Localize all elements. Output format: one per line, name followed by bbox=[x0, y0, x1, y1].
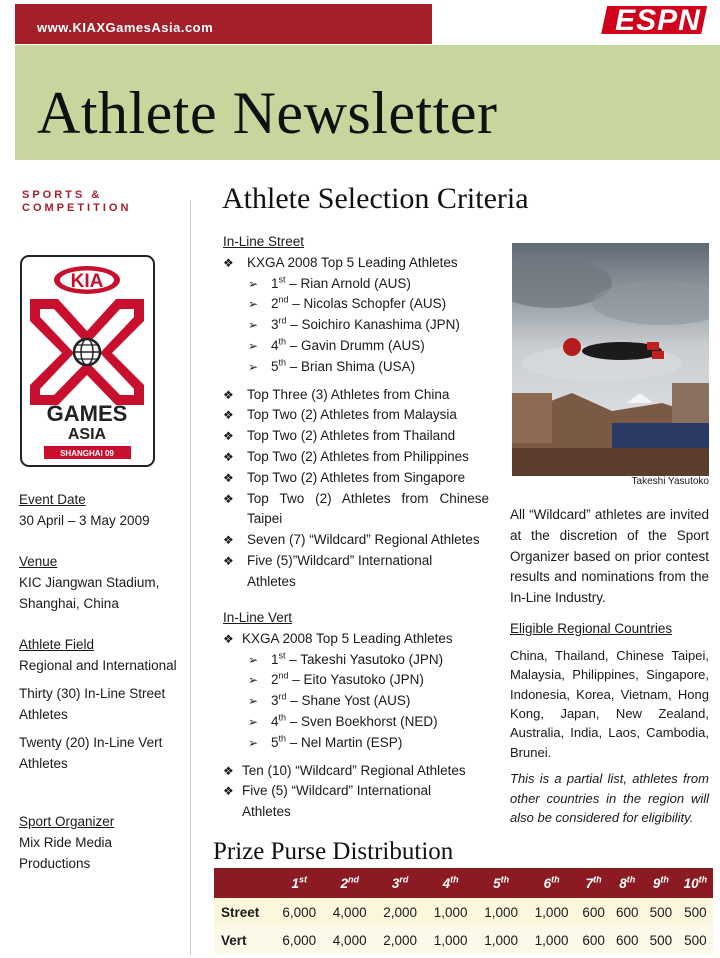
svg-text:ASIA: ASIA bbox=[67, 426, 107, 443]
list-item-text: Top Two (2) Athletes from Thailand bbox=[247, 428, 456, 444]
espn-logo bbox=[598, 2, 713, 38]
list-item bbox=[223, 426, 489, 447]
rank-athlete: – Sven Boekhorst (NED) bbox=[286, 713, 438, 729]
organizer-value: Mix Ride Media bbox=[19, 835, 113, 850]
event-date-label: Event Date bbox=[19, 492, 86, 507]
prize-column-header bbox=[375, 868, 425, 898]
rank-suffix: th bbox=[278, 712, 287, 723]
rank-athlete: – Shane Yost (AUS) bbox=[286, 693, 411, 709]
event-date-value: 30 April – 3 May 2009 bbox=[19, 513, 150, 528]
diamond-bullet-icon: ❖ bbox=[223, 784, 234, 799]
diamond-bullet-icon: ❖ bbox=[223, 449, 234, 464]
list-item-text: Seven (7) “Wildcard” Regional Athletes bbox=[247, 532, 480, 548]
place-suffix: nd bbox=[347, 874, 359, 884]
arrow-bullet-icon: ➢ bbox=[248, 673, 259, 688]
diamond-bullet-icon: ❖ bbox=[223, 255, 234, 270]
rank-athlete: – Brian Shima (USA) bbox=[286, 358, 416, 374]
prize-amount-cell: 500 bbox=[678, 926, 713, 954]
street-count: Thirty (30) In-Line Street Athletes bbox=[19, 686, 166, 722]
prize-column-header bbox=[425, 868, 475, 898]
prize-amount-cell: 500 bbox=[644, 926, 678, 954]
table-row bbox=[214, 926, 713, 954]
list-item bbox=[223, 385, 489, 406]
arrow-bullet-icon: ➢ bbox=[248, 338, 259, 353]
athlete-field-block bbox=[19, 634, 189, 676]
prize-amount-cell: 2,000 bbox=[375, 898, 425, 926]
countries-list: China, Thailand, Chinese Taipei, Malaysia, Philippines, Singapore, Indonesia, Korea, Vietnam, Hong Kong, Japan, New Zealand, Australia, India, Laos, Cambodia, Brunei. bbox=[510, 647, 709, 760]
prize-column-header bbox=[476, 868, 526, 898]
kia-x-games-asia-logo bbox=[20, 255, 155, 467]
svg-text:GAMES: GAMES bbox=[46, 401, 128, 426]
prize-column-header bbox=[678, 868, 713, 898]
list-item bbox=[223, 530, 489, 551]
place-number: 1 bbox=[291, 875, 299, 891]
rank-athlete: – Gavin Drumm (AUS) bbox=[286, 337, 425, 353]
place-number: 5 bbox=[493, 875, 501, 891]
rank-suffix: rd bbox=[278, 315, 287, 326]
rank-suffix: th bbox=[278, 733, 287, 744]
diamond-bullet-icon: ❖ bbox=[223, 553, 234, 568]
prize-amount-cell: 600 bbox=[577, 926, 611, 954]
arrow-bullet-icon: ➢ bbox=[248, 714, 259, 729]
organizer-label: Sport Organizer bbox=[19, 814, 115, 829]
place-number: 10 bbox=[683, 875, 699, 891]
prize-amount-cell: 1,000 bbox=[526, 926, 576, 954]
section-label: SPORTS & COMPETITION bbox=[22, 189, 132, 214]
eligible-countries-heading: Eligible Regional Countries bbox=[510, 621, 673, 636]
prize-column-header bbox=[274, 868, 324, 898]
rank-item bbox=[223, 294, 489, 315]
place-number: 2 bbox=[340, 875, 348, 891]
athlete-photo bbox=[512, 243, 709, 476]
prize-amount-cell: 1,000 bbox=[476, 926, 526, 954]
venue-block: Venue KIC Jiangwan Stadium, Shanghai, China bbox=[19, 551, 189, 614]
prize-amount-cell: 2,000 bbox=[375, 926, 425, 954]
rank-item bbox=[223, 315, 489, 336]
prize-amount-cell: 600 bbox=[610, 926, 644, 954]
diamond-bullet-icon: ❖ bbox=[223, 429, 234, 444]
place-number: 3 bbox=[391, 875, 400, 891]
prize-amount-cell: 4,000 bbox=[324, 926, 374, 954]
eligible-countries-section bbox=[510, 619, 709, 827]
place-suffix: th bbox=[450, 874, 459, 884]
rank-item bbox=[223, 733, 489, 754]
list-item-text: Top Two (2) Athletes from Malaysia bbox=[247, 407, 457, 423]
prize-amount-cell: 1,000 bbox=[476, 898, 526, 926]
prize-amount-cell: 6,000 bbox=[274, 898, 324, 926]
photo-caption: Takeshi Yasutoko bbox=[631, 476, 709, 487]
place-suffix: th bbox=[660, 874, 669, 884]
prize-amount-cell: 500 bbox=[678, 898, 713, 926]
rank-suffix: th bbox=[278, 357, 287, 368]
list-item bbox=[223, 405, 489, 426]
rank-ordinal: 3 bbox=[271, 693, 279, 709]
rank-item bbox=[223, 712, 489, 733]
rank-suffix: st bbox=[278, 274, 286, 285]
prize-row-label: Street bbox=[214, 898, 274, 926]
place-suffix: st bbox=[298, 874, 307, 884]
rank-athlete: – Eito Yasutoko (JPN) bbox=[288, 672, 424, 688]
list-item-text: Five (5) “Wildcard” International Athletes bbox=[242, 783, 432, 820]
rank-ordinal: 2 bbox=[271, 296, 279, 312]
organizer-block: Sport Organizer Mix Ride Media Productions bbox=[19, 811, 189, 874]
rank-athlete: – Nicolas Schopfer (AUS) bbox=[288, 296, 447, 312]
place-number: 7 bbox=[585, 875, 594, 891]
rank-item bbox=[223, 670, 489, 691]
list-item-text: Top Two (2) Athletes from Chinese Taipei bbox=[247, 490, 489, 527]
arrow-bullet-icon: ➢ bbox=[248, 735, 259, 750]
rank-suffix: st bbox=[278, 650, 286, 661]
rank-ordinal: 2 bbox=[271, 672, 279, 688]
title-banner bbox=[15, 45, 720, 160]
prize-column-header bbox=[610, 868, 644, 898]
list-item-text: Top Two (2) Athletes from Philippines bbox=[247, 448, 469, 464]
arrow-bullet-icon: ➢ bbox=[248, 318, 259, 333]
list-item bbox=[223, 489, 489, 531]
eligibility-note: This is a partial list, athletes from other countries in the region will also be considered for eligibility. bbox=[510, 771, 709, 826]
prize-table bbox=[214, 868, 713, 954]
list-item bbox=[223, 761, 489, 782]
place-suffix: th bbox=[698, 874, 708, 884]
inline-street-section bbox=[223, 232, 489, 593]
prize-amount-cell: 4,000 bbox=[324, 898, 374, 926]
diamond-bullet-icon: ❖ bbox=[223, 408, 234, 423]
newsletter-title: Athlete Newsletter bbox=[37, 80, 498, 146]
diamond-bullet-icon: ❖ bbox=[223, 470, 234, 485]
prize-column-header bbox=[644, 868, 678, 898]
rank-ordinal: 5 bbox=[271, 358, 279, 374]
list-item bbox=[223, 551, 463, 593]
website-url[interactable]: www.KIAXGamesAsia.com bbox=[37, 20, 214, 35]
arrow-bullet-icon: ➢ bbox=[248, 276, 259, 291]
rank-item bbox=[223, 650, 489, 671]
athlete-field-label: Athlete Field bbox=[19, 637, 95, 652]
rank-ordinal: 4 bbox=[271, 713, 279, 729]
table-header-corner bbox=[214, 868, 274, 898]
prize-amount-cell: 1,000 bbox=[526, 898, 576, 926]
rank-ordinal: 4 bbox=[271, 337, 279, 353]
rank-item bbox=[223, 336, 489, 357]
rank-athlete: – Rian Arnold (AUS) bbox=[285, 275, 411, 291]
list-item-text: Five (5)”Wildcard” International Athletes bbox=[247, 552, 433, 589]
prize-purse-title: Prize Purse Distribution bbox=[213, 838, 454, 865]
arrow-bullet-icon: ➢ bbox=[248, 297, 259, 312]
place-suffix: th bbox=[593, 874, 602, 884]
arrow-bullet-icon: ➢ bbox=[248, 694, 259, 709]
place-number: 6 bbox=[543, 875, 552, 891]
rank-suffix: th bbox=[278, 336, 287, 347]
prize-column-header bbox=[526, 868, 576, 898]
prize-row-label: Vert bbox=[214, 926, 274, 954]
diamond-bullet-icon: ❖ bbox=[223, 533, 234, 548]
list-item: ❖ KXGA 2008 Top 5 Leading Athletes bbox=[223, 629, 489, 650]
rank-athlete: – Soichiro Kanashima (JPN) bbox=[286, 317, 460, 333]
place-suffix: th bbox=[551, 874, 560, 884]
list-item-text: Top Two (2) Athletes from Singapore bbox=[247, 469, 466, 485]
website-banner bbox=[15, 4, 432, 44]
place-number: 8 bbox=[619, 875, 627, 891]
rank-item bbox=[223, 274, 489, 295]
rank-item bbox=[223, 357, 489, 378]
rank-suffix: nd bbox=[278, 294, 289, 305]
diamond-bullet-icon: ❖ bbox=[223, 631, 234, 646]
place-suffix: th bbox=[626, 874, 636, 884]
svg-text:ESPN: ESPN bbox=[615, 4, 701, 37]
list-item bbox=[223, 447, 489, 468]
selection-criteria-title: Athlete Selection Criteria bbox=[222, 182, 529, 215]
arrow-bullet-icon: ➢ bbox=[248, 652, 259, 667]
prize-amount-cell: 500 bbox=[644, 898, 678, 926]
inline-vert-heading: In-Line Vert bbox=[223, 610, 293, 625]
inline-vert-section bbox=[223, 608, 489, 823]
rank-ordinal: 1 bbox=[271, 651, 279, 667]
wildcard-paragraph: All “Wildcard” athletes are invited at the discretion of the Sport Organizer based on prior contest results and nominations from the In-Line Industry. bbox=[510, 507, 709, 606]
prize-amount-cell: 1,000 bbox=[425, 926, 475, 954]
rank-suffix: nd bbox=[278, 670, 289, 681]
svg-text:SHANGHAI 09: SHANGHAI 09 bbox=[60, 449, 114, 458]
rank-ordinal: 1 bbox=[271, 275, 279, 291]
svg-text:KIA: KIA bbox=[70, 271, 104, 292]
list-item-text: Top Three (3) Athletes from China bbox=[247, 386, 450, 402]
prize-column-header bbox=[577, 868, 611, 898]
prize-amount-cell: 600 bbox=[610, 898, 644, 926]
place-number: 9 bbox=[652, 875, 661, 891]
diamond-bullet-icon: ❖ bbox=[223, 763, 234, 778]
list-item bbox=[223, 468, 489, 489]
rank-item bbox=[223, 691, 489, 712]
prize-amount-cell: 1,000 bbox=[425, 898, 475, 926]
list-item bbox=[223, 781, 453, 823]
table-header-row bbox=[214, 868, 713, 898]
diamond-bullet-icon: ❖ bbox=[223, 491, 234, 506]
place-number: 4 bbox=[442, 875, 451, 891]
inline-street-heading: In-Line Street bbox=[223, 234, 305, 249]
arrow-bullet-icon: ➢ bbox=[248, 359, 259, 374]
list-item-text: Ten (10) “Wildcard” Regional Athletes bbox=[242, 762, 466, 778]
venue-value: KIC Jiangwan Stadium, bbox=[19, 575, 160, 590]
rank-athlete: – Nel Martin (ESP) bbox=[286, 734, 403, 750]
prize-amount-cell: 600 bbox=[577, 898, 611, 926]
place-suffix: th bbox=[500, 874, 510, 884]
rank-suffix: rd bbox=[278, 691, 287, 702]
list-item: ❖ KXGA 2008 Top 5 Leading Athletes bbox=[223, 253, 489, 274]
place-suffix: rd bbox=[399, 874, 409, 884]
rank-ordinal: 5 bbox=[271, 734, 279, 750]
rank-athlete: – Takeshi Yasutoko (JPN) bbox=[285, 651, 444, 667]
event-date-block bbox=[19, 489, 189, 531]
venue-label: Venue bbox=[19, 554, 58, 569]
diamond-bullet-icon: ❖ bbox=[223, 387, 234, 402]
vert-count: Twenty (20) In-Line Vert Athletes bbox=[19, 735, 163, 771]
athlete-field-value: Regional and International bbox=[19, 658, 177, 673]
table-row bbox=[214, 898, 713, 926]
column-divider bbox=[190, 200, 191, 955]
prize-column-header bbox=[324, 868, 374, 898]
rank-ordinal: 3 bbox=[271, 317, 279, 333]
prize-amount-cell: 6,000 bbox=[274, 926, 324, 954]
